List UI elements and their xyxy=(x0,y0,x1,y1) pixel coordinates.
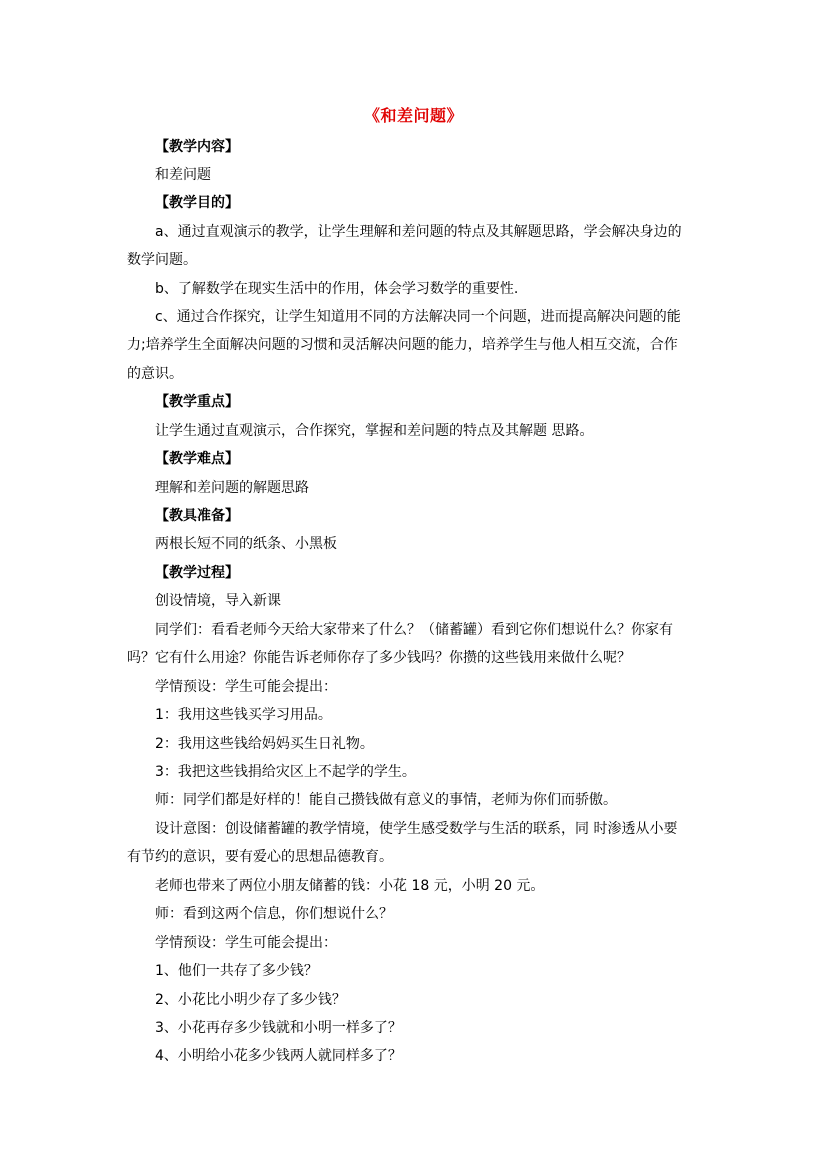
paragraph-line: 老师也带来了两位小朋友储蓄的钱：小花 18 元，小明 20 元。 xyxy=(155,878,545,894)
paragraph-line: 吗？它有什么用途？你能告诉老师你存了多少钱吗？你攒的这些钱用来做什么呢？ xyxy=(127,650,631,666)
paragraph-line: 力;培养学生全面解决问题的习惯和灵活解决问题的能力，培养学生与他人相互交流，合作 xyxy=(127,337,678,353)
section-heading: 【教具准备】 xyxy=(155,508,239,524)
paragraph-line: 同学们：看看老师今天给大家带来了什么？（储蓄罐）看到它你们想说什么？你家有 xyxy=(155,622,673,638)
paragraph-line: 有节约的意识，要有爱心的思想品德教育。 xyxy=(127,849,393,865)
paragraph-line: 设计意图：创设储蓄罐的教学情境，使学生感受数学与生活的联系，同 时渗透从小要 xyxy=(155,821,678,837)
paragraph-line: 的意识。 xyxy=(127,366,183,382)
section-heading: 【教学目的】 xyxy=(155,195,239,211)
paragraph-line: 创设情境，导入新课 xyxy=(155,593,281,609)
paragraph-line: 让学生通过直观演示，合作探究，掌握和差问题的特点及其解题 思路。 xyxy=(155,423,594,439)
section-heading: 【教学过程】 xyxy=(155,565,239,581)
paragraph-line: 4、小明给小花多少钱两人就同样多了？ xyxy=(155,1048,402,1064)
page-title: 《和差问题》 xyxy=(363,106,463,125)
paragraph-line: 3：我把这些钱捐给灾区上不起学的学生。 xyxy=(155,764,416,780)
paragraph-line: 1：我用这些钱买学习用品。 xyxy=(155,707,332,723)
paragraph-line: 两根长短不同的纸条、小黑板 xyxy=(155,536,337,552)
paragraph-line: 师：看到这两个信息，你们想说什么？ xyxy=(155,906,393,922)
section-heading: 【教学内容】 xyxy=(155,139,239,155)
paragraph-line: 学情预设：学生可能会提出： xyxy=(155,935,337,951)
paragraph-line: a、通过直观演示的教学，让学生理解和差问题的特点及其解题思路，学会解决身边的 xyxy=(155,224,682,240)
section-heading: 【教学重点】 xyxy=(155,394,239,410)
paragraph-line: 2：我用这些钱给妈妈买生日礼物。 xyxy=(155,736,374,752)
paragraph-line: 2、小花比小明少存了多少钱？ xyxy=(155,992,346,1008)
paragraph-line: 数学问题。 xyxy=(127,252,197,268)
section-heading: 【教学难点】 xyxy=(155,451,239,467)
paragraph-line: 和差问题 xyxy=(155,167,211,183)
paragraph-line: 学情预设：学生可能会提出： xyxy=(155,679,337,695)
paragraph-line: 师：同学们都是好样的！能自己攒钱做有意义的事情，老师为你们而骄傲。 xyxy=(155,792,617,808)
paragraph-line: b、了解数学在现实生活中的作用，体会学习数学的重要性. xyxy=(155,281,519,297)
paragraph-line: 1、他们一共存了多少钱？ xyxy=(155,963,318,979)
paragraph-line: 3、小花再存多少钱就和小明一样多了？ xyxy=(155,1020,402,1036)
paragraph-line: 理解和差问题的解题思路 xyxy=(155,480,309,496)
paragraph-line: c、通过合作探究，让学生知道用不同的方法解决同一个问题，进而提高解决问题的能 xyxy=(155,309,681,325)
